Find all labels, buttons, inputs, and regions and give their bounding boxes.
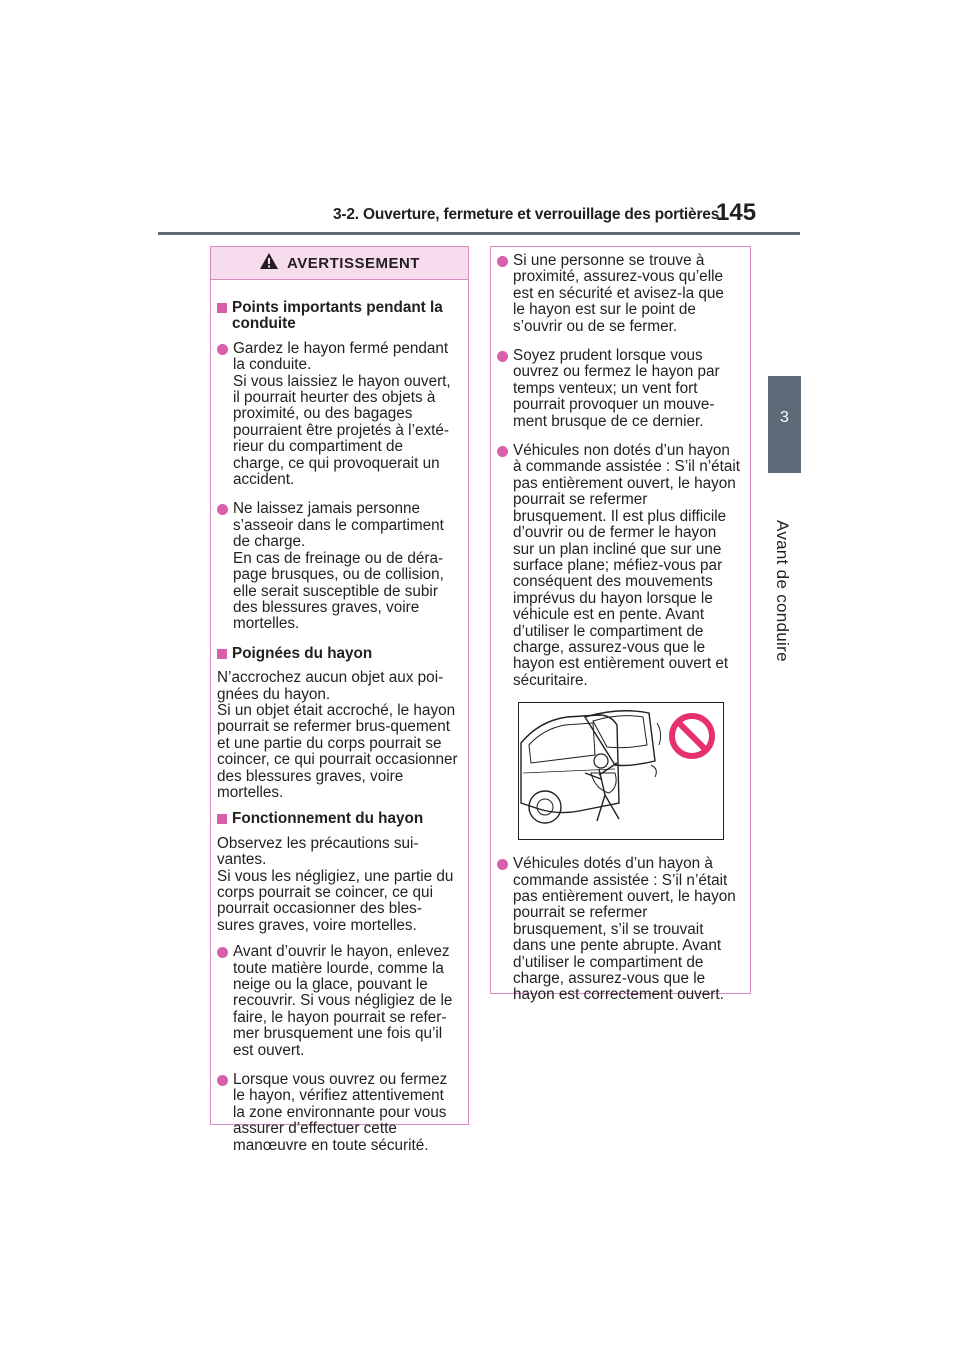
chapter-label-wrap [773, 520, 934, 662]
tailgate-illustration [518, 702, 724, 840]
list-item: Véhicules non dotés d’un hayon à commande assistée : S’il n’était pas entièrement ouvert, le hayon pourrait se refermer brusquement. Il est plus difficile d’ouvrir ou de fermer le hayon sur un plan incliné que sur une surface plane; méfiez-vous par conséquent des mouvements imprévus du hayon lorsque le véhicule est en pente. Avant d’utiliser le compartiment de charge, assurez-vous que le hayon est entièrement ouvert et sécuritaire. [497, 443, 740, 689]
chapter-tab [768, 376, 801, 473]
bullet-dot-icon [497, 446, 508, 457]
square-bullet-icon [217, 303, 227, 313]
prohibited-sign-icon [667, 711, 717, 765]
square-bullet-icon [217, 814, 227, 824]
list-item: Lorsque vous ouvrez ou fermez le hayon, vérifiez attentivement la zone environnante pour vous assurer d’effectuer cette manœuvre en toute sécurité. [217, 1072, 458, 1154]
warning-header [211, 247, 468, 280]
list-item: Véhicules dotés d’un hayon à commande assistée : S’il n’était pas entièrement ouvert, le hayon pourrait se refermer brusquement, s’il se trouvait dans une pente abrupte. Avant d’utiliser le compartiment de charge, assurez-vous que le hayon est correctement ouvert. [497, 856, 740, 1004]
bullet-dot-icon [217, 344, 228, 355]
section-title: 3-2. Ouverture, fermeture et verrouillage des portières [333, 206, 720, 223]
section-heading: Fonctionnement du hayon [217, 811, 458, 827]
warning-box-left [210, 246, 469, 1154]
bullet-dot-icon [497, 256, 508, 267]
list-item: Si une personne se trouve à proximité, assurez-vous qu’elle est en sécurité et avisez-la que le hayon est sur le point de s’ouvrir ou de se fermer. [497, 253, 740, 335]
list-item: Avant d’ouvrir le hayon, enlevez toute matière lourde, comme la neige ou la glace, pouvant le recouvrir. Si vous négligiez de le faire, le hayon pourrait se refer-mer brusquement une fois qu’il est ouvert. [217, 944, 458, 1059]
bullet-dot-icon [217, 504, 228, 515]
bullet-dot-icon [497, 859, 508, 870]
bullet-dot-icon [217, 1075, 228, 1086]
warning-triangle-icon [259, 252, 279, 274]
page-number: 145 [716, 199, 757, 226]
header-rule [158, 232, 800, 235]
warning-box-right [490, 246, 751, 1004]
chapter-label: Avant de conduire [773, 520, 792, 662]
square-bullet-icon [217, 649, 227, 659]
section-heading: Points importants pendant la conduite [217, 300, 458, 333]
section-heading: Poignées du hayon [217, 646, 458, 662]
list-item: Soyez prudent lorsque vous ouvrez ou fermez le hayon par temps venteux; un vent fort pourrait provoquer un mouve-ment brusque de ce dernier. [497, 348, 740, 430]
list-item: Gardez le hayon fermé pendant la conduite. Si vous laissiez le hayon ouvert, il pourrait heurter des objets à proximité, ou des bagages pourraient être projetés à l’exté-rieur du compartiment de charge, ce qui provoquerait un accident. [217, 341, 458, 489]
bullet-dot-icon [217, 947, 228, 958]
paragraph: Observez les précautions sui-vantes. Si vous les négligiez, une partie du corps pourrait se coincer, ce qui pourrait occasionner des bles-sures graves, voire mortelles. [217, 834, 454, 934]
chapter-number: 3 [780, 409, 789, 426]
warning-title: AVERTISSEMENT [287, 254, 420, 272]
bullet-dot-icon [497, 351, 508, 362]
paragraph: N’accrochez aucun objet aux poi-gnées du hayon. Si un objet était accroché, le hayon pourrait se refermer brus-quement et une partie du corps pourrait se coincer, ce qui pourrait occasionner des blessures graves, voire mortelles. [217, 669, 458, 801]
list-item: Ne laissez jamais personne s’asseoir dans le compartiment de charge. En cas de freinage ou de déra-page brusques, ou de collision, elle serait susceptible de subir des blessures graves, voire mortelles. [217, 501, 458, 632]
